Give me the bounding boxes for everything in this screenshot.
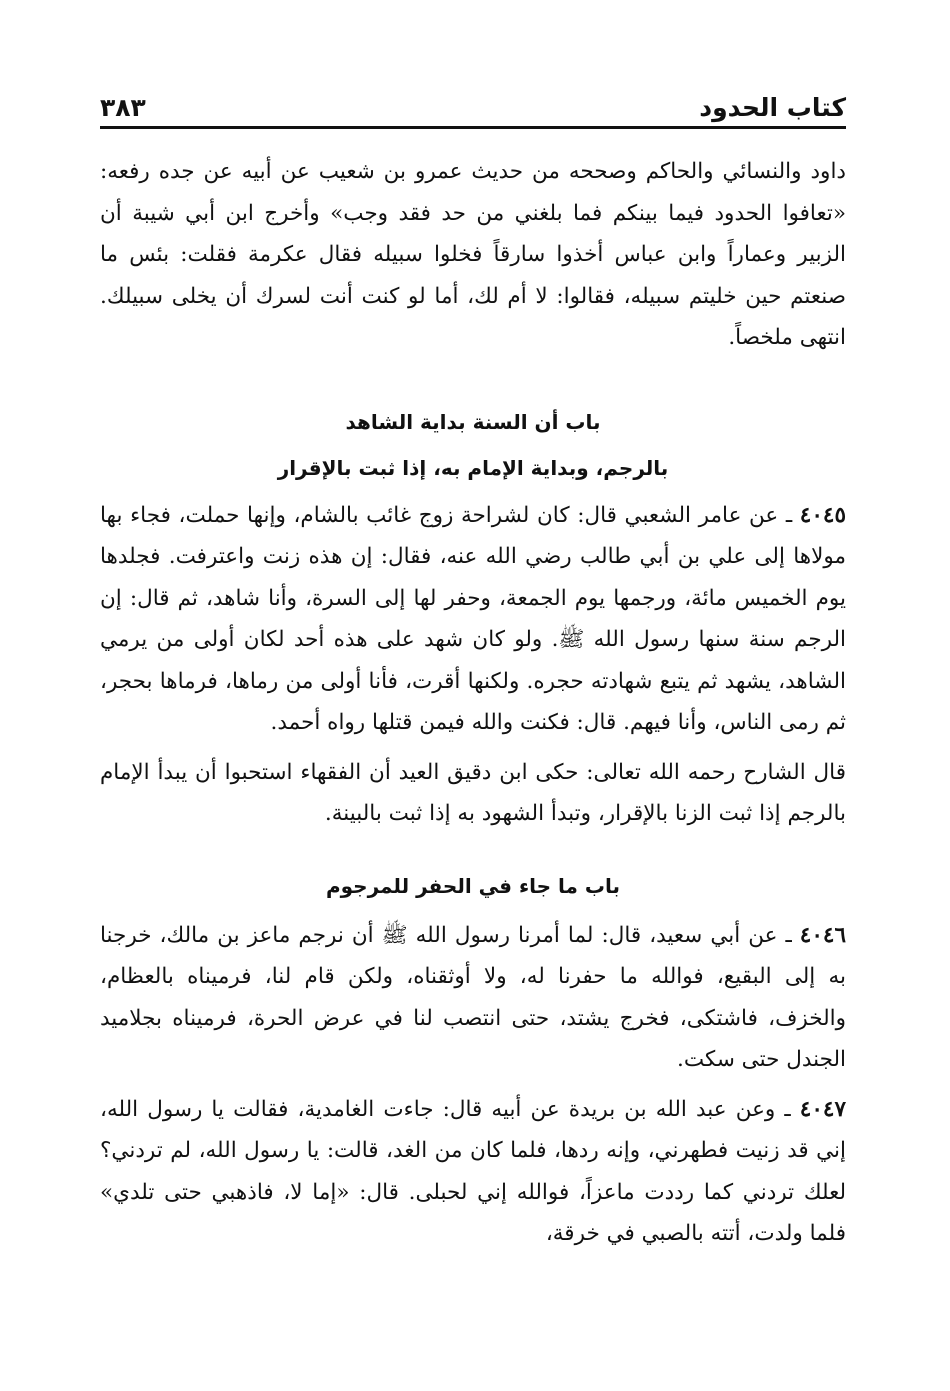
hadith-text: ـ وعن عبد الله بن بريدة عن أبيه قال: جاءت الغامدية، فقالت يا رسول الله، إني قد زنيت فطهرني، وإنه ردها، فلما كان من الغد، قالت: يا رسول الله، لم تردني؟ لعلك تردني كما رددت ماعزاً، فوالله إني لحبلى. قال: «إما لا، فاذهبي حتى تلدي» فلما ولدت، أتته بالصبي في خرقة، [100,1096,846,1246]
hadith-number: ٤٠٤٥ [799,502,846,528]
chapter-title-line-1: باب أن السنة بداية الشاهد [345,409,601,434]
book-page [100,80,846,1255]
page-number: ٣٨٣ [100,93,146,122]
page-header [100,80,846,129]
hadith-number: ٤٠٤٧ [799,1096,846,1122]
chapter-title-line-2: بالرجم، وبداية الإمام به، إذا ثبت بالإقرار [277,455,669,480]
chapter-heading-2 [100,863,846,909]
page-content [100,151,846,1255]
commentary-paragraph: قال الشارح رحمه الله تعالى: حكى ابن دقيق العيد أن الفقهاء استحبوا أن يبدأ الإمام بالرجم إذا ثبت الزنا بالإقرار، وتبدأ الشهود به إذا ثبت بالبينة. [100,759,846,826]
hadith-number: ٤٠٤٦ [799,922,846,948]
hadith-4045 [100,495,846,744]
chapter-title: باب ما جاء في الحفر للمرجوم [325,873,621,898]
hadith-text: ـ عن عامر الشعبي قال: كان لشراحة زوج غائب بالشام، وإنها حملت، فجاء بها مولاها إلى علي بن أبي طالب رضي الله عنه، فقال: إن هذه زنت واعترفت. فجلدها يوم الخميس مائة، ورجمها يوم الجمعة، وحفر لها إلى السرة، وأنا شاهد، ثم قال: إن الرجم سنة سنها رسول الله ﷺ. ولو كان شهد على هذه أحد لكان أولى من يرمي الشاهد، يشهد ثم يتبع شهادته حجره. ولكنها أقرت، فأنا أولى من رماها، فرماها بحجر، ثم رمى الناس، وأنا فيهم. قال: فكنت والله فيمن قتلها رواه أحمد. [100,502,846,735]
book-title: كتاب الحدود [699,93,846,122]
hadith-4047 [100,1089,846,1255]
hadith-4046 [100,915,846,1081]
chapter-heading-1 [100,399,846,491]
intro-paragraph: داود والنسائي والحاكم وصححه من حديث عمرو بن شعيب عن أبيه عن جده رفعه: «تعافوا الحدود فيما بينكم فما بلغني من حد فقد وجب» وأخرج ابن أبي شيبة أن الزبير وعماراً وابن عباس أخذوا سارقاً فخلوا سبيله فقال عكرمة فقلت: بئس ما صنعتم حين خليتم سبيله، فقالوا: لا أم لك، أما لو كنت أنت لسرك أن يخلى سبيلك. انتهى ملخصاً. [100,159,846,350]
hadith-text: ـ عن أبي سعيد، قال: لما أمرنا رسول الله ﷺ أن نرجم ماعز بن مالك، خرجنا به إلى البقيع، فوالله ما حفرنا له، ولا أوثقناه، ولكن قام لنا، فرميناه بالعظام، والخزف، فاشتكى، فخرج يشتد، حتى انتصب لنا في عرض الحرة، فرميناه بجلاميد الجندل حتى سكت. [100,922,846,1072]
